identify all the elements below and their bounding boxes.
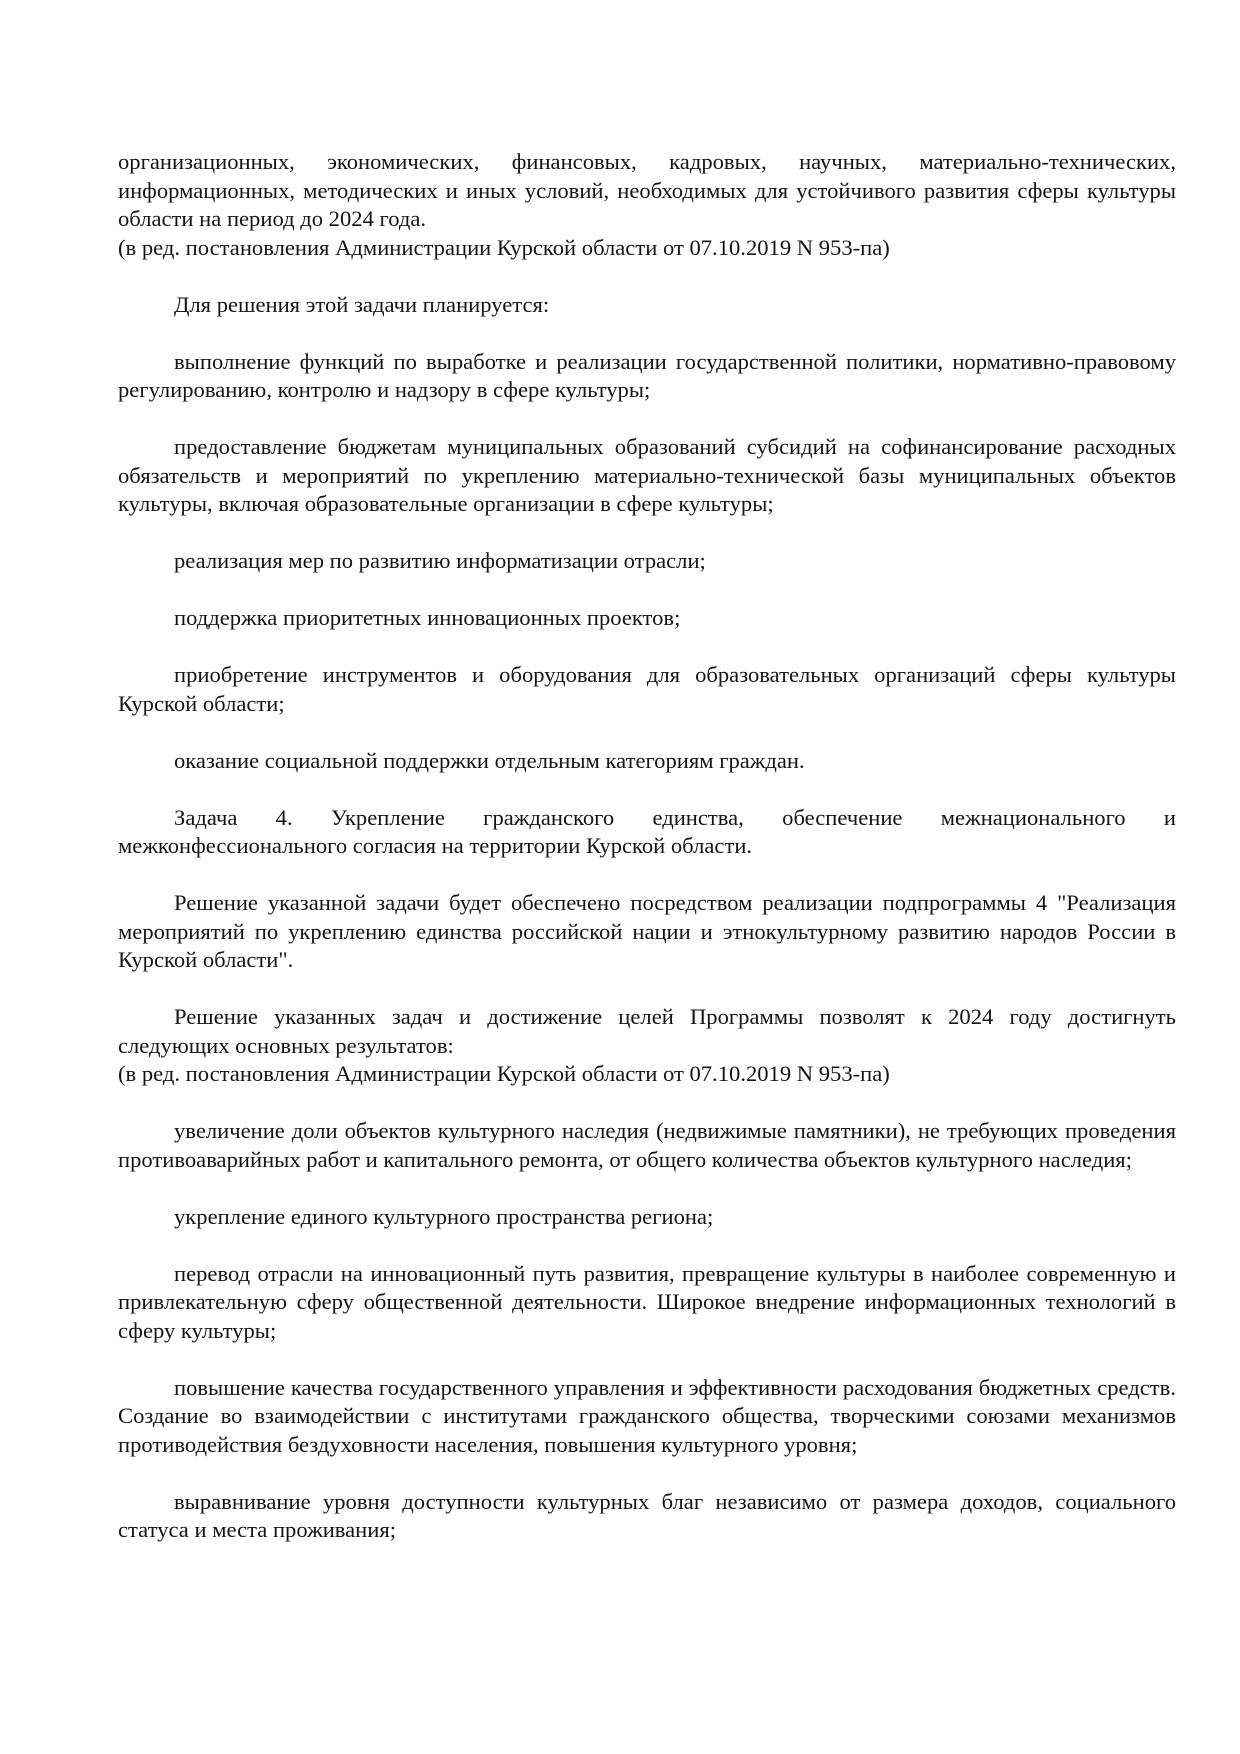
measure-item: оказание социальной поддержки отдельным категориям граждан.: [174, 747, 805, 773]
measure-item: выполнение функций по выработке и реализации государственной политики, нормативно-правовому регулированию, контролю и надзору в сфере культуры;: [118, 348, 1176, 402]
amendment-note: (в ред. постановления Администрации Курской области от 07.10.2019 N 953-па): [118, 1061, 890, 1086]
result-item: укрепление единого культурного пространства региона;: [174, 1203, 714, 1229]
result-item: увеличение доли объектов культурного наследия (недвижимые памятники), не требующих проведения противоаварийных работ и капитального ремонта, от общего количества объектов культурного наследия;: [118, 1118, 1176, 1172]
measure-item: предоставление бюджетам муниципальных образований субсидий на софинансирование расходных обязательств и мероприятий по укреплению материально-технической базы муниципальных объектов культуры, включая образовательные организации в сфере культуры;: [118, 434, 1176, 516]
result-item: перевод отрасли на инновационный путь развития, превращение культуры в наиболее современную и привлекательную сферу общественной деятельности. Широкое внедрение информационных технологий в сферу культуры;: [118, 1260, 1176, 1343]
document-body: [118, 148, 1176, 1573]
task-4-heading: Задача 4. Укрепление гражданского единства, обеспечение межнационального и межконфессионального согласия на территории Курской области.: [118, 804, 1176, 858]
task-intro: Для решения этой задачи планируется:: [174, 291, 550, 317]
measure-item: реализация мер по развитию информатизации отрасли;: [174, 548, 706, 573]
amendment-note: (в ред. постановления Администрации Курской области от 07.10.2019 N 953-па): [118, 234, 890, 260]
result-item: повышение качества государственного управления и эффективности расходования бюджетных средств. Создание во взаимодействии с институтами гражданского общества, творческими союзами механизмов противодействия бездуховности населения, повышения культурного уровня;: [118, 1374, 1176, 1457]
measure-item: поддержка приоритетных инновационных проектов;: [174, 605, 681, 630]
results-intro: Решение указанных задач и достижение целей Программы позволят к 2024 году достигнуть следующих основных результатов:: [118, 1004, 1176, 1058]
result-item: выравнивание уровня доступности культурных благ независимо от размера доходов, социального статуса и места проживания;: [118, 1488, 1176, 1542]
intro-paragraph: организационных, экономических, финансовых, кадровых, научных, материально-технических, информационных, методических и иных условий, необходимых для устойчивого развития сферы культуры области на период до 2024 года.: [118, 149, 1176, 231]
task-4-solution: Решение указанной задачи будет обеспечено посредством реализации подпрограммы 4 "Реализация мероприятий по укреплению единства российской нации и этнокультурному развитию народов России в Курской области".: [118, 890, 1176, 972]
measure-item: приобретение инструментов и оборудования для образовательных организаций сферы культуры Курской области;: [118, 662, 1176, 716]
